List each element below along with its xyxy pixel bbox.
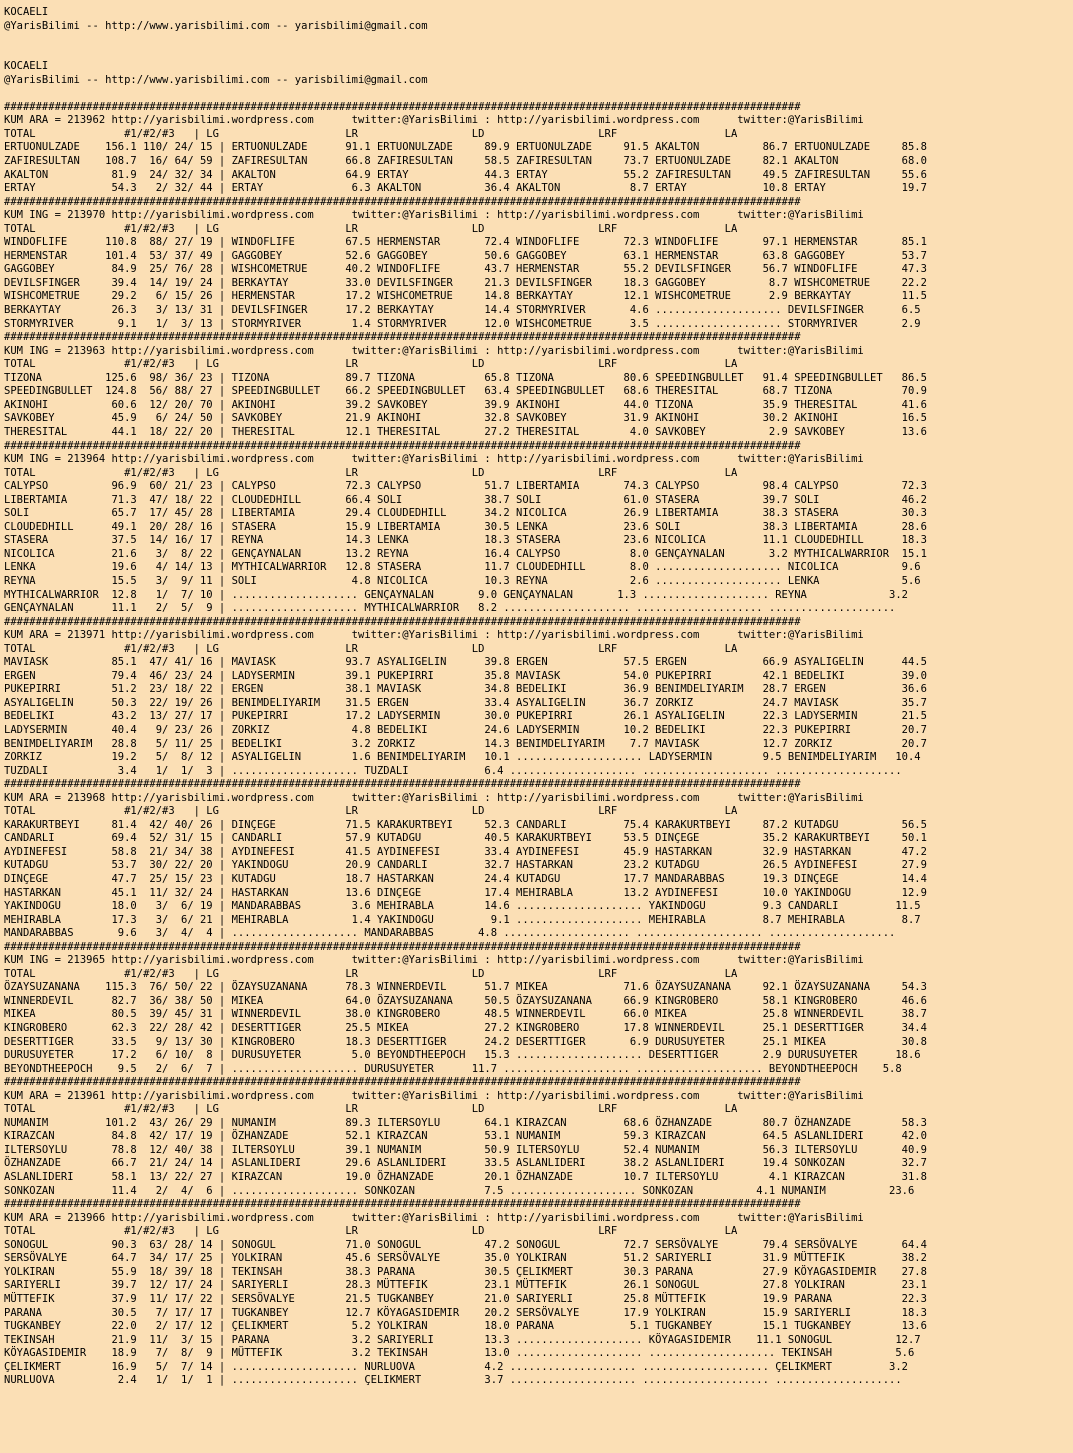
document-line: KINGROBERO 62.3 22/ 28/ 42 | DESERTTIGER 25.5 MIKEA 27.2 KINGROBERO 17.8 WINNERDEVIL 25.1 DESERTTIGER 34.4 xyxy=(4,1022,927,1035)
document-line: ############################################################################################################################## xyxy=(4,1198,801,1211)
document-line: SPEEDINGBULLET 124.8 56/ 88/ 27 | SPEEDINGBULLET 66.2 SPEEDINGBULLET 63.4 SPEEDINGBULLET 68.6 THERESITAL 68.7 TIZONA 70.9 xyxy=(4,385,927,398)
document-line: PUKEPIRRI 51.2 23/ 18/ 22 | ERGEN 38.1 MAVIASK 34.8 BEDELIKI 36.9 BENIMDELIYARIM 28.7 ERGEN 36.6 xyxy=(4,683,927,696)
document-line: YAKINDOGU 18.0 3/ 6/ 19 | MANDARABBAS 3.6 MEHIRABLA 14.6 .................... YAKINDOGU 9.3 CANDARLI 11.5 xyxy=(4,900,921,913)
document-line: YOLKIRAN 55.9 18/ 39/ 18 | TEKINSAH 38.3 PARANA 30.5 ÇELIKMERT 30.3 PARANA 27.9 KÖYAGASIDEMIR 27.8 xyxy=(4,1265,927,1278)
document-line: MÜTTEFIK 37.9 11/ 17/ 22 | SERSÖVALYE 21.5 TUGKANBEY 21.0 SARIYERLI 25.8 MÜTTEFIK 19.9 PARANA 22.3 xyxy=(4,1292,927,1305)
document-line: NICOLICA 21.6 3/ 8/ 22 | GENÇAYNALAN 13.2 REYNA 16.4 CALYPSO 8.0 GENÇAYNALAN 3.2 MYTHICALWARRIOR 15.1 xyxy=(4,547,927,560)
document-line: BEDELIKI 43.2 13/ 27/ 17 | PUKEPIRRI 17.2 LADYSERMIN 30.0 PUKEPIRRI 26.1 ASYALIGELIN 22.3 LADYSERMIN 21.5 xyxy=(4,710,927,723)
document-line: HASTARKAN 45.1 11/ 32/ 24 | HASTARKAN 13.6 DINÇEGE 17.4 MEHIRABLA 13.2 AYDINEFESI 10.0 YAKINDOGU 12.9 xyxy=(4,886,927,899)
document-line: MAVIASK 85.1 47/ 41/ 16 | MAVIASK 93.7 ASYALIGELIN 39.8 ERGEN 57.5 ERGEN 66.9 ASYALIGELIN 44.5 xyxy=(4,656,927,669)
document-line: KÖYAGASIDEMIR 18.9 7/ 8/ 9 | MÜTTEFIK 3.2 TEKINSAH 13.0 .................... .................... TEKINSAH 5.6 xyxy=(4,1347,915,1360)
document-line: ÖZAYSUZANANA 115.3 76/ 50/ 22 | ÖZAYSUZANANA 78.3 WINNERDEVIL 51.7 MIKEA 71.6 ÖZAYSUZANANA 92.1 ÖZAYSUZANANA 54.3 xyxy=(4,981,927,994)
document-line: KUM ING = 213963 http://yarisbilimi.wordpress.com twitter:@YarisBilimi : http://yarisbilimi.wordpress.com twitter:@YarisBilimi xyxy=(4,344,864,357)
document-line: MIKEA 80.5 39/ 45/ 31 | WINNERDEVIL 38.0 KINGROBERO 48.5 WINNERDEVIL 66.0 MIKEA 25.8 WINNERDEVIL 38.7 xyxy=(4,1008,927,1021)
document-line: ERTUONULZADE 156.1 110/ 24/ 15 | ERTUONULZADE 91.1 ERTUONULZADE 89.9 ERTUONULZADE 91.5 AKALTON 86.7 ERTUONULZADE 85.8 xyxy=(4,141,927,154)
document-line: ÇELIKMERT 16.9 5/ 7/ 14 | .................... NURLUOVA 4.2 .................... .................... ÇELIKMERT 3.2 xyxy=(4,1360,908,1373)
document-line: TOTAL #1/#2/#3 | LG LR LD LRF LA xyxy=(4,967,738,980)
document-line: SONOGUL 90.3 63/ 28/ 14 | SONOGUL 71.0 SONOGUL 47.2 SONOGUL 72.7 SERSÖVALYE 79.4 SERSÖVALYE 64.4 xyxy=(4,1238,927,1251)
document-line: ZORKIZ 19.2 5/ 8/ 12 | ASYALIGELIN 1.6 BENIMDELIYARIM 10.1 .................... LADYSERMIN 9.5 BENIMDELIYARIM 10.4 xyxy=(4,751,921,764)
document-line: ############################################################################################################################## xyxy=(4,940,801,953)
document-line: TOTAL #1/#2/#3 | LG LR LD LRF LA xyxy=(4,127,738,140)
document-line: KUM ARA = 213971 http://yarisbilimi.wordpress.com twitter:@YarisBilimi : http://yarisbilimi.wordpress.com twitter:@YarisBilimi xyxy=(4,629,864,642)
document-line: TEKINSAH 21.9 11/ 3/ 15 | PARANA 3.2 SARIYERLI 13.3 .................... KÖYAGASIDEMIR 11.1 SONOGUL 12.7 xyxy=(4,1333,921,1346)
document-line: TOTAL #1/#2/#3 | LG LR LD LRF LA xyxy=(4,642,738,655)
document-line: @YarisBilimi -- http://www.yarisbilimi.com -- yarisbilimi@gmail.com xyxy=(4,73,428,86)
document-line: PARANA 30.5 7/ 17/ 17 | TUGKANBEY 12.7 KÖYAGASIDEMIR 20.2 SERSÖVALYE 17.9 YOLKIRAN 15.9 SARIYERLI 18.3 xyxy=(4,1306,927,1319)
document-line: MANDARABBAS 9.6 3/ 4/ 4 | .................... MANDARABBAS 4.8 .................... .................... .................... xyxy=(4,927,896,940)
document-line: ############################################################################################################################## xyxy=(4,1076,801,1089)
document-line: KOCAELI xyxy=(4,6,49,18)
document-line: LENKA 19.6 4/ 14/ 13 | MYTHICALWARRIOR 12.8 STASERA 11.7 CLOUDEDHILL 8.0 .................... NICOLICA 9.6 xyxy=(4,561,921,574)
document-line: KUM ARA = 213968 http://yarisbilimi.wordpress.com twitter:@YarisBilimi : http://yarisbilimi.wordpress.com twitter:@YarisBilimi xyxy=(4,791,864,804)
document-line: AKALTON 81.9 24/ 32/ 34 | AKALTON 64.9 ERTAY 44.3 ERTAY 55.2 ZAFIRESULTAN 49.5 ZAFIRESULTAN 55.6 xyxy=(4,168,927,181)
document-line: ############################################################################################################################## xyxy=(4,778,801,791)
document-line: KIRAZCAN 84.8 42/ 17/ 19 | ÖZHANZADE 52.1 KIRAZCAN 53.1 NUMANIM 59.3 KIRAZCAN 64.5 ASLANLIDERI 42.0 xyxy=(4,1130,927,1143)
document-line: DINÇEGE 47.7 25/ 15/ 23 | KUTADGU 18.7 HASTARKAN 24.4 KUTADGU 17.7 MANDARABBAS 19.3 DINÇEGE 14.4 xyxy=(4,873,927,885)
document-line: DURUSUYETER 17.2 6/ 10/ 8 | DURUSUYETER 5.0 BEYONDTHEEPOCH 15.3 .................... DESERTTIGER 2.9 DURUSUYETER 18.6 xyxy=(4,1049,921,1062)
document-line: REYNA 15.5 3/ 9/ 11 | SOLI 4.8 NICOLICA 10.3 REYNA 2.6 .................... LENKA 5.6 xyxy=(4,574,921,587)
document-line: TOTAL #1/#2/#3 | LG LR LD LRF LA xyxy=(4,358,738,371)
document-line: MYTHICALWARRIOR 12.8 1/ 7/ 10 | .................... GENÇAYNALAN 9.0 GENÇAYNALAN 1.3 .................... REYNA 3.2 xyxy=(4,588,908,601)
document-line: ############################################################################################################################## xyxy=(4,195,801,208)
document-line: KOCAELI xyxy=(4,60,49,73)
document-line: WINDOFLIFE 110.8 88/ 27/ 19 | WINDOFLIFE 67.5 HERMENSTAR 72.4 WINDOFLIFE 72.3 WINDOFLIFE 97.1 HERMENSTAR 85.1 xyxy=(4,236,927,249)
document-line: MEHIRABLA 17.3 3/ 6/ 21 | MEHIRABLA 1.4 YAKINDOGU 9.1 .................... MEHIRABLA 8.7 MEHIRABLA 8.7 xyxy=(4,913,921,926)
document-line: @YarisBilimi -- http://www.yarisbilimi.com -- yarisbilimi@gmail.com xyxy=(4,19,428,32)
document-line: KUM ARA = 213961 http://yarisbilimi.wordpress.com twitter:@YarisBilimi : http://yarisbilimi.wordpress.com twitter:@YarisBilimi xyxy=(4,1089,864,1102)
document-line: SERSÖVALYE 64.7 34/ 17/ 25 | YOLKIRAN 45.6 SERSÖVALYE 35.0 YOLKIRAN 51.2 SARIYERLI 31.9 MÜTTEFIK 38.2 xyxy=(4,1252,927,1265)
document-line: AYDINEFESI 58.8 21/ 34/ 38 | AYDINEFESI 41.5 AYDINEFESI 33.4 AYDINEFESI 45.9 HASTARKAN 32.9 HASTARKAN 47.2 xyxy=(4,845,927,858)
document-line: AKINOHI 60.6 12/ 20/ 70 | AKINOHI 39.2 SAVKOBEY 39.9 AKINOHI 44.0 TIZONA 35.9 THERESITAL 41.6 xyxy=(4,398,927,411)
document-line: TOTAL #1/#2/#3 | LG LR LD LRF LA xyxy=(4,1225,738,1238)
document-line: ERTAY 54.3 2/ 32/ 44 | ERTAY 6.3 AKALTON 36.4 AKALTON 8.7 ERTAY 10.8 ERTAY 19.7 xyxy=(4,182,927,195)
document-blank-line xyxy=(4,47,1073,61)
document-line: TOTAL #1/#2/#3 | LG LR LD LRF LA xyxy=(4,222,738,235)
document-line: BERKAYTAY 26.3 3/ 13/ 31 | DEVILSFINGER 17.2 BERKAYTAY 14.4 STORMYRIVER 4.6 .................... DEVILSFINGER 6.5 xyxy=(4,304,921,317)
document-line: SONKOZAN 11.4 2/ 4/ 6 | .................... SONKOZAN 7.5 .................... SONKOZAN 4.1 NUMANIM 23.6 xyxy=(4,1184,915,1197)
document-line: ############################################################################################################################## xyxy=(4,615,801,628)
document-line: ILTERSOYLU 78.8 12/ 40/ 38 | ILTERSOYLU 39.1 NUMANIM 50.9 ILTERSOYLU 52.4 NUMANIM 56.3 ILTERSOYLU 40.9 xyxy=(4,1143,927,1156)
document-line: KUTADGU 53.7 30/ 22/ 20 | YAKINDOGU 20.9 CANDARLI 32.7 HASTARKAN 23.2 KUTADGU 26.5 AYDINEFESI 27.9 xyxy=(4,859,927,872)
document-line: TOTAL #1/#2/#3 | LG LR LD LRF LA xyxy=(4,1103,738,1116)
document-line: HERMENSTAR 101.4 53/ 37/ 49 | GAGGOBEY 52.6 GAGGOBEY 50.6 GAGGOBEY 63.1 HERMENSTAR 63.8 GAGGOBEY 53.7 xyxy=(4,249,927,262)
document-line: TOTAL #1/#2/#3 | LG LR LD LRF LA xyxy=(4,466,738,479)
document-line: KUM ING = 213970 http://yarisbilimi.wordpress.com twitter:@YarisBilimi : http://yarisbilimi.wordpress.com twitter:@YarisBilimi xyxy=(4,209,864,222)
document-line: ASYALIGELIN 50.3 22/ 19/ 26 | BENIMDELIYARIM 31.5 ERGEN 33.4 ASYALIGELIN 36.7 ZORKIZ 24.7 MAVIASK 35.7 xyxy=(4,696,927,709)
document-line: STASERA 37.5 14/ 16/ 17 | REYNA 14.3 LENKA 18.3 STASERA 23.6 NICOLICA 11.1 CLOUDEDHILL 18.3 xyxy=(4,534,927,547)
document-line: CALYPSO 96.9 60/ 21/ 23 | CALYPSO 72.3 CALYPSO 51.7 LIBERTAMIA 74.3 CALYPSO 98.4 CALYPSO 72.3 xyxy=(4,480,927,493)
document-line: SAVKOBEY 45.9 6/ 24/ 50 | SAVKOBEY 21.9 AKINOHI 32.8 SAVKOBEY 31.9 AKINOHI 30.2 AKINOHI 16.5 xyxy=(4,412,927,425)
document-line: WISHCOMETRUE 29.2 6/ 15/ 26 | HERMENSTAR 17.2 WISHCOMETRUE 14.8 BERKAYTAY 12.1 WISHCOMETRUE 2.9 BERKAYTAY 11.5 xyxy=(4,290,927,303)
document-line: WINNERDEVIL 82.7 36/ 38/ 50 | MIKEA 64.0 ÖZAYSUZANANA 50.5 ÖZAYSUZANANA 66.9 KINGROBERO 58.1 KINGROBERO 46.6 xyxy=(4,994,927,1007)
document-line: SOLI 65.7 17/ 45/ 28 | LIBERTAMIA 29.4 CLOUDEDHILL 34.2 NICOLICA 26.9 LIBERTAMIA 38.3 STASERA 30.3 xyxy=(4,507,927,520)
document-line: LIBERTAMIA 71.3 47/ 18/ 22 | CLOUDEDHILL 66.4 SOLI 38.7 SOLI 61.0 STASERA 39.7 SOLI 46.2 xyxy=(4,493,927,506)
document-line: KUM ING = 213965 http://yarisbilimi.wordpress.com twitter:@YarisBilimi : http://yarisbilimi.wordpress.com twitter:@YarisBilimi xyxy=(4,954,864,967)
document-line: BEYONDTHEEPOCH 9.5 2/ 6/ 7 | .................... DURUSUYETER 11.7 .................... .................... BEYONDTHEEPOCH 5.8 xyxy=(4,1062,902,1075)
document-line: ÖZHANZADE 66.7 21/ 24/ 14 | ASLANLIDERI 29.6 ASLANLIDERI 33.5 ASLANLIDERI 38.2 ASLANLIDERI 19.4 SONKOZAN 32.7 xyxy=(4,1157,927,1170)
document-line: CANDARLI 69.4 52/ 31/ 15 | CANDARLI 57.9 KUTADGU 40.5 KARAKURTBEYI 53.5 DINÇEGE 35.2 KARAKURTBEYI 50.1 xyxy=(4,832,927,845)
document-line: BENIMDELIYARIM 28.8 5/ 11/ 25 | BEDELIKI 3.2 ZORKIZ 14.3 BENIMDELIYARIM 7.7 MAVIASK 12.7 ZORKIZ 20.7 xyxy=(4,737,927,750)
document-line: NURLUOVA 2.4 1/ 1/ 1 | .................... ÇELIKMERT 3.7 .................... .................... .................... xyxy=(4,1374,902,1387)
document-line: TUZDALI 3.4 1/ 1/ 3 | .................... TUZDALI 6.4 .................... .................... .................... xyxy=(4,764,902,777)
document-line: TUGKANBEY 22.0 2/ 17/ 12 | ÇELIKMERT 5.2 YOLKIRAN 18.0 PARANA 5.1 TUGKANBEY 15.1 TUGKANBEY 13.6 xyxy=(4,1320,927,1333)
document-blank-line xyxy=(4,87,1073,101)
document-line: GENÇAYNALAN 11.1 2/ 5/ 9 | .................... MYTHICALWARRIOR 8.2 .................... .................... .................... xyxy=(4,602,896,615)
document-blank-line xyxy=(4,33,1073,47)
document-line: DEVILSFINGER 39.4 14/ 19/ 24 | BERKAYTAY 33.0 DEVILSFINGER 21.3 DEVILSFINGER 18.3 GAGGOBEY 8.7 WISHCOMETRUE 22.2 xyxy=(4,276,927,289)
document-line: KUM ARA = 213962 http://yarisbilimi.wordpress.com twitter:@YarisBilimi : http://yarisbilimi.wordpress.com twitter:@YarisBilimi xyxy=(4,114,864,127)
document-line: ZAFIRESULTAN 108.7 16/ 64/ 59 | ZAFIRESULTAN 66.8 ZAFIRESULTAN 58.5 ZAFIRESULTAN 73.7 ERTUONULZADE 82.1 AKALTON 68.0 xyxy=(4,155,927,168)
document-line: CLOUDEDHILL 49.1 20/ 28/ 16 | STASERA 15.9 LIBERTAMIA 30.5 LENKA 23.6 SOLI 38.3 LIBERTAMIA 28.6 xyxy=(4,520,927,533)
document-line: LADYSERMIN 40.4 9/ 23/ 26 | ZORKIZ 4.8 BEDELIKI 24.6 LADYSERMIN 10.2 BEDELIKI 22.3 PUKEPIRRI 20.7 xyxy=(4,723,927,736)
document-line: KUM ARA = 213966 http://yarisbilimi.wordpress.com twitter:@YarisBilimi : http://yarisbilimi.wordpress.com twitter:@YarisBilimi xyxy=(4,1211,864,1224)
document-line: STORMYRIVER 9.1 1/ 3/ 13 | STORMYRIVER 1.4 STORMYRIVER 12.0 WISHCOMETRUE 3.5 .................... STORMYRIVER 2.9 xyxy=(4,317,921,330)
document-line: THERESITAL 44.1 18/ 22/ 20 | THERESITAL 12.1 THERESITAL 27.2 THERESITAL 4.0 SAVKOBEY 2.9 SAVKOBEY 13.6 xyxy=(4,425,927,438)
document-line: DESERTTIGER 33.5 9/ 13/ 30 | KINGROBERO 18.3 DESERTTIGER 24.2 DESERTTIGER 6.9 DURUSUYETER 25.1 MIKEA 30.8 xyxy=(4,1035,927,1048)
document-line: ############################################################################################################################## xyxy=(4,100,801,113)
document-line: KUM ING = 213964 http://yarisbilimi.wordpress.com twitter:@YarisBilimi : http://yarisbilimi.wordpress.com twitter:@YarisBilimi xyxy=(4,453,864,466)
document-line: GAGGOBEY 84.9 25/ 76/ 28 | WISHCOMETRUE 40.2 WINDOFLIFE 43.7 HERMENSTAR 55.2 DEVILSFINGER 56.7 WINDOFLIFE 47.3 xyxy=(4,263,927,276)
document-line: ERGEN 79.4 46/ 23/ 24 | LADYSERMIN 39.1 PUKEPIRRI 35.8 MAVIASK 54.0 PUKEPIRRI 42.1 BEDELIKI 39.0 xyxy=(4,669,927,682)
document-line: TOTAL #1/#2/#3 | LG LR LD LRF LA xyxy=(4,805,738,818)
document-line: TIZONA 125.6 98/ 36/ 23 | TIZONA 89.7 TIZONA 65.8 TIZONA 80.6 SPEEDINGBULLET 91.4 SPEEDINGBULLET 86.5 xyxy=(4,371,927,384)
document-line: SARIYERLI 39.7 12/ 17/ 24 | SARIYERLI 28.3 MÜTTEFIK 23.1 MÜTTEFIK 26.1 SONOGUL 27.8 YOLKIRAN 23.1 xyxy=(4,1279,927,1292)
document-line: ASLANLIDERI 58.1 13/ 22/ 27 | KIRAZCAN 19.0 ÖZHANZADE 20.1 ÖZHANZADE 10.7 ILTERSOYLU 4.1 KIRAZCAN 31.8 xyxy=(4,1171,927,1184)
document-line: NUMANIM 101.2 43/ 26/ 29 | NUMANIM 89.3 ILTERSOYLU 64.1 KIRAZCAN 68.6 ÖZHANZADE 80.7 ÖZHANZADE 58.3 xyxy=(4,1116,927,1129)
document-line: ############################################################################################################################## xyxy=(4,331,801,344)
document-line: KARAKURTBEYI 81.4 42/ 40/ 26 | DINÇEGE 71.5 KARAKURTBEYI 52.3 CANDARLI 75.4 KARAKURTBEYI 87.2 KUTADGU 56.5 xyxy=(4,818,927,831)
document-line: ############################################################################################################################## xyxy=(4,439,801,452)
